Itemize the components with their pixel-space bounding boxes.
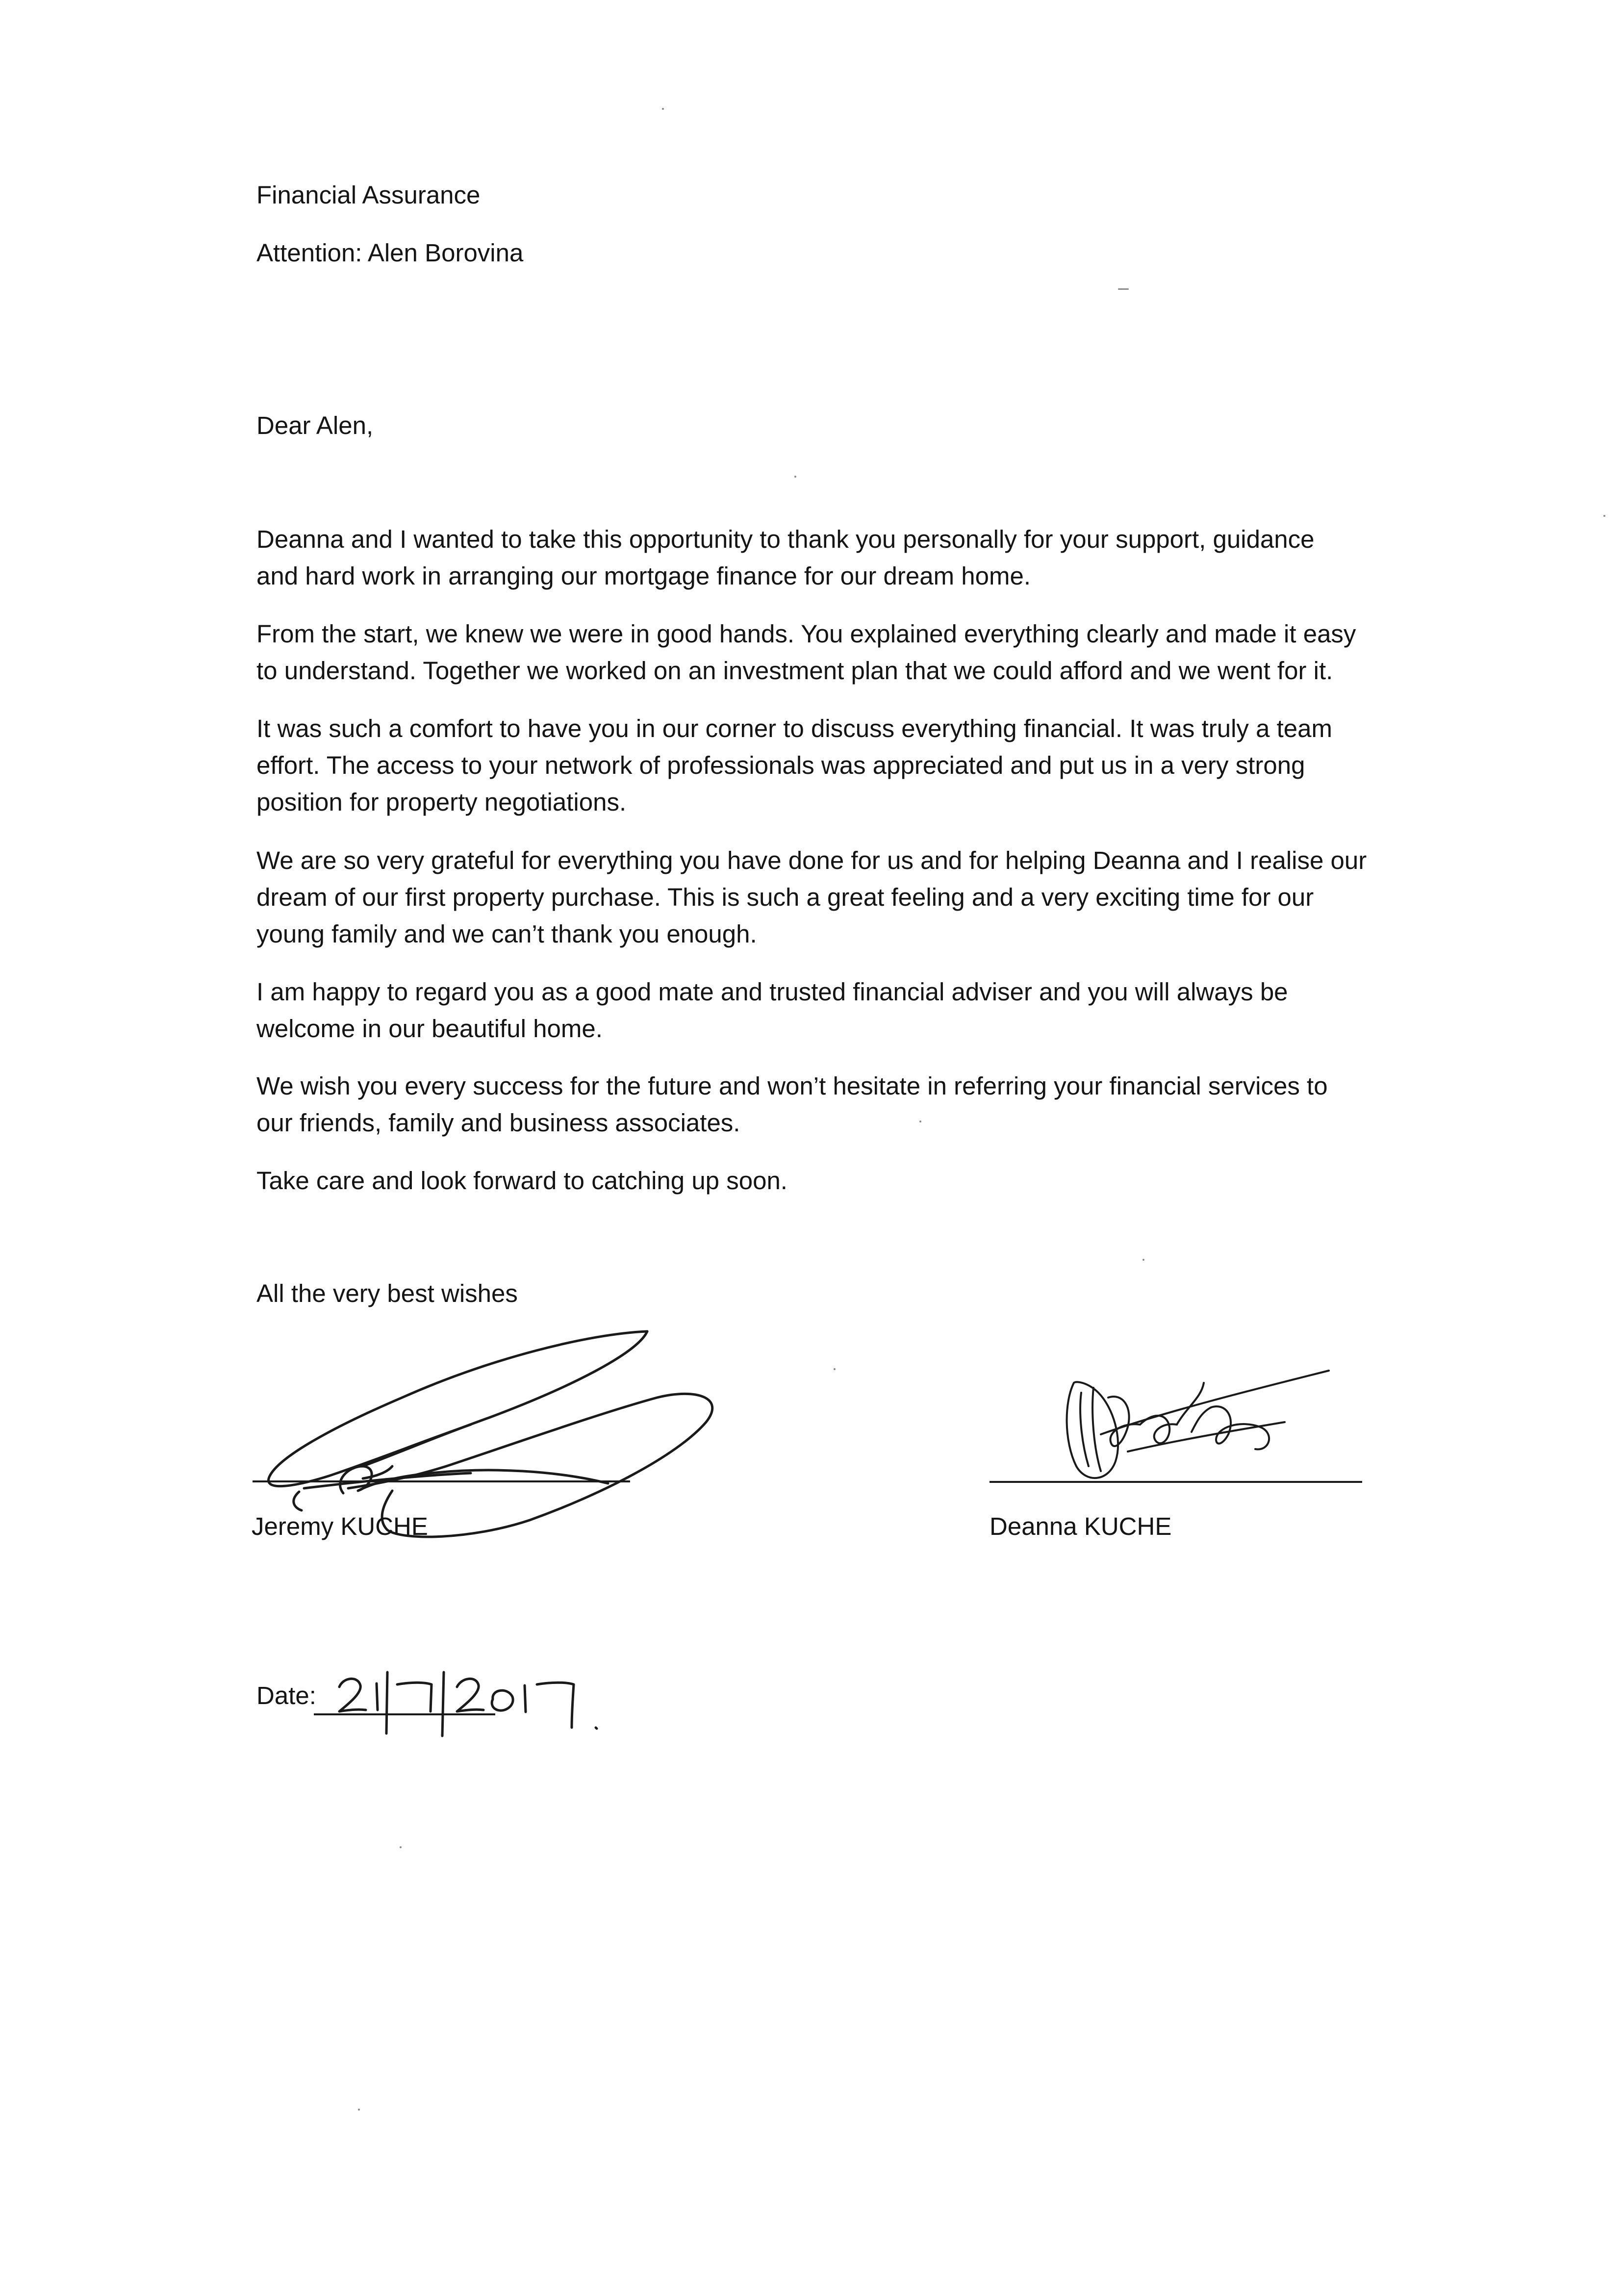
recipient-attention: Attention: Alen Borovina [256, 239, 524, 267]
signature-deanna [1054, 1353, 1358, 1496]
paragraph-line: and hard work in arranging our mortgage finance for our dream home. [256, 562, 1031, 590]
paragraph-line: I am happy to regard you as a good mate and trusted financial adviser and you will always be [256, 978, 1288, 1006]
scan-speck [1603, 515, 1605, 517]
paragraph-line: our friends, family and business associates. [256, 1109, 740, 1137]
paragraph-5 [256, 973, 1384, 1047]
paragraph-line: It was such a comfort to have you in our corner to discuss everything financial. It was truly a team [256, 714, 1332, 742]
paragraph-line: young family and we can’t thank you enough. [256, 920, 757, 948]
scan-speck [662, 108, 664, 110]
handwritten-date [333, 1665, 608, 1738]
paragraph-line: position for property negotiations. [256, 788, 627, 816]
scan-speck [358, 2109, 360, 2111]
scan-speck [919, 1121, 921, 1122]
paragraph-line: effort. The access to your network of professionals was appreciated and put us in a very strong [256, 751, 1305, 779]
paragraph-1 [256, 521, 1384, 594]
signer-name-right: Deanna KUCHE [990, 1512, 1172, 1540]
scan-speck [834, 1368, 836, 1370]
signature-line-right [990, 1481, 1362, 1483]
scan-speck [1118, 288, 1129, 290]
signature-line-left [253, 1480, 630, 1482]
paragraph-6 [256, 1068, 1384, 1141]
signer-name-left: Jeremy KUCHE [252, 1512, 428, 1540]
paragraph-2 [256, 615, 1384, 689]
date-label: Date: [256, 1682, 316, 1709]
paragraph-3 [256, 710, 1384, 820]
paragraph-line: Deanna and I wanted to take this opportunity to thank you personally for your support, guidance [256, 525, 1315, 553]
recipient-organisation: Financial Assurance [256, 181, 481, 209]
paragraph-7 [256, 1162, 1384, 1199]
closing-line: All the very best wishes [256, 1279, 518, 1307]
scan-speck [794, 476, 796, 478]
paragraph-line: From the start, we knew we were in good hands. You explained everything clearly and made it easy [256, 620, 1356, 648]
paragraph-4 [256, 842, 1384, 952]
paragraph-line: We are so very grateful for everything you have done for us and for helping Deanna and I realise our [256, 846, 1367, 874]
salutation: Dear Alen, [256, 411, 374, 439]
paragraph-line: dream of our first property purchase. This is such a great feeling and a very exciting time for our [256, 883, 1314, 911]
scan-speck [400, 1846, 402, 1848]
paragraph-line: Take care and look forward to catching up soon. [256, 1167, 787, 1195]
scan-speck [1142, 1259, 1144, 1261]
paragraph-line: to understand. Together we worked on an investment plan that we could afford and we went for it. [256, 657, 1333, 685]
paragraph-line: We wish you every success for the future and won’t hesitate in referring your financial services to [256, 1072, 1328, 1100]
paragraph-line: welcome in our beautiful home. [256, 1015, 603, 1043]
